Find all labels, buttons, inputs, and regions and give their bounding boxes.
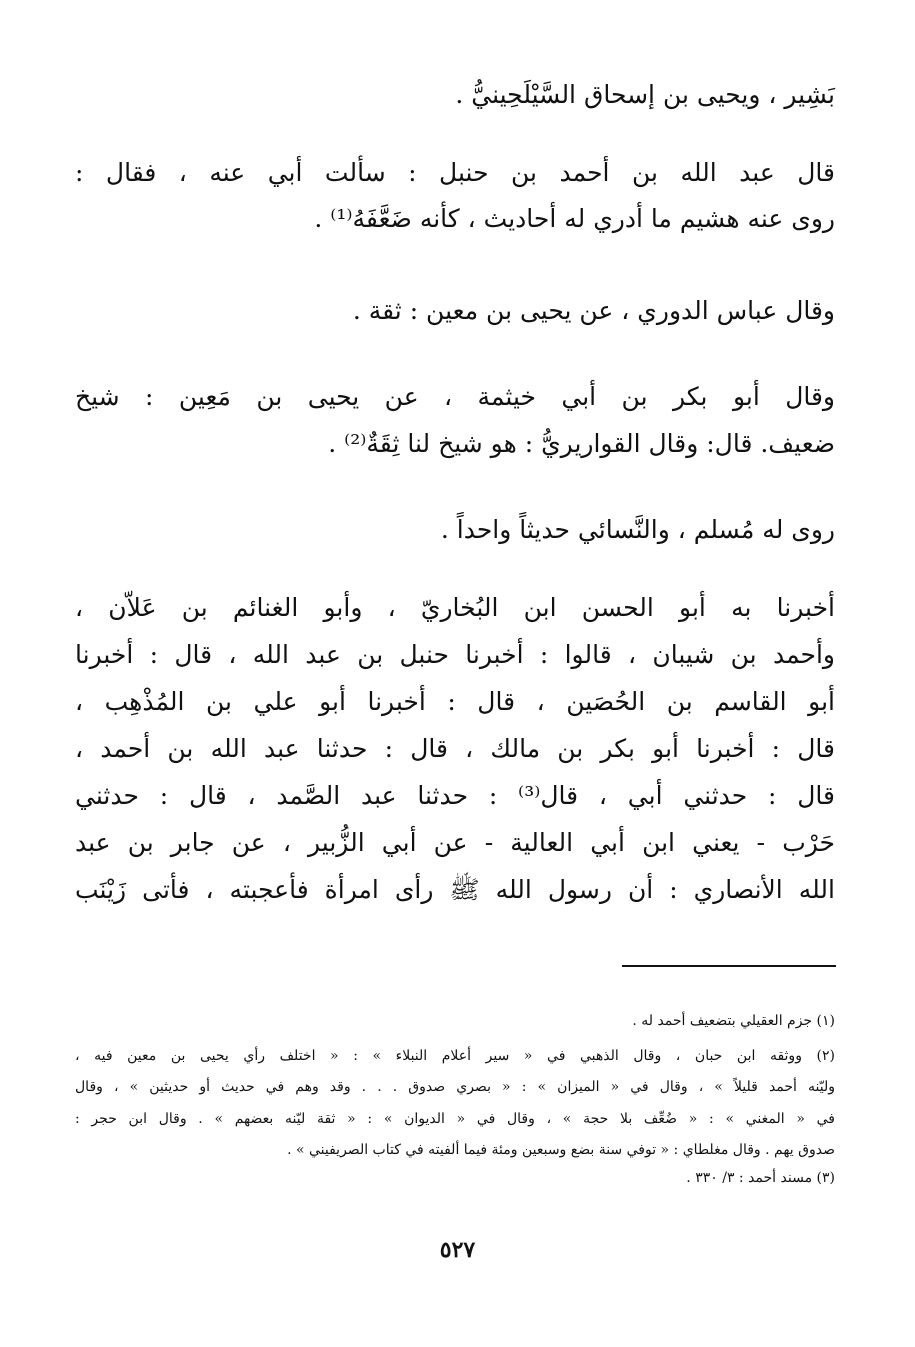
body-line-isnad-2: وأحمد بن شيبان ، قالوا : أخبرنا حنبل بن عبد الله ، قال : أخبرنا (75, 640, 835, 669)
footnote-3: (٣) مسند أحمد : ٣/ ٣٣٠ . (686, 1170, 835, 1186)
page-number: ٥٢٧ (439, 1237, 476, 1263)
footnote-1: (١) جزم العقيلي بتضعيف أحمد له . (632, 1013, 835, 1029)
body-line-isnad-4: قال : أخبرنا أبو بكر بن مالك ، قال : حدثنا عبد الله بن أحمد ، (75, 734, 835, 763)
body-line-continuation: بَشِير ، ويحيى بن إسحاق السَّيْلَحِينيُّ . (455, 80, 835, 109)
body-line-abubakr-1: وقال أبو بكر بن أبي خيثمة ، عن يحيى بن مَعِين : شيخ (75, 382, 835, 411)
body-line-abbas: وقال عباس الدوري ، عن يحيى بن معين : ثقة . (352, 296, 835, 325)
body-line-abdullah-1: قال عبد الله بن أحمد بن حنبل : سألت أبي عنه ، فقال : (75, 158, 835, 187)
footnote-2-line-4: صدوق يهم . وقال مغلطاي : « توفي سنة بضع وسبعين ومئة فيما ألفيته في كتاب الصريفيني » . (287, 1142, 835, 1158)
body-line-isnad-6: حَرْب - يعني ابن أبي العالية - عن أبي الزُّبير ، عن جابر بن عبد (75, 828, 835, 857)
body-line-isnad-5: قال : حدثني أبي ، قال⁽³⁾ : حدثنا عبد الصَّمد ، قال : حدثني (75, 781, 835, 810)
body-line-abdullah-2: روى عنه هشيم ما أدري له أحاديث ، كأنه ضَعَّفَهُ⁽¹⁾ . (314, 204, 835, 233)
footnote-2-line-1: (٢) ووثقه ابن حبان ، وقال الذهبي في « سير أعلام النبلاء » : « اختلف رأي يحيى بن معين فيه ، (75, 1048, 835, 1064)
footnote-separator (622, 965, 836, 967)
body-line-rawa-lahu: روى له مُسلم ، والنَّسائي حديثاً واحداً . (440, 515, 835, 544)
body-line-isnad-3: أبو القاسم بن الحُصَين ، قال : أخبرنا أبو علي بن المُذْهِب ، (75, 687, 835, 716)
body-line-isnad-7: الله الأنصاري : أن رسول الله ﷺ رأى امرأة فأعجبته ، فأتى زَيْنَب (75, 875, 835, 904)
footnote-2-line-2: وليّنه أحمد قليلاً » ، وقال في « الميزان » : « بصري صدوق . . . وقد وهم في حديث أو حديثين » ، وقال (75, 1079, 835, 1095)
body-line-abubakr-2: ضعيف. قال: وقال القواريريُّ : هو شيخ لنا ثِقَةٌ⁽²⁾ . (328, 429, 835, 458)
body-line-isnad-1: أخبرنا به أبو الحسن ابن البُخاريّ ، وأبو الغنائم بن عَلاّن ، (75, 593, 835, 622)
footnote-2-line-3: في « المغني » : « ضُعِّف بلا حجة » ، وقال في « الديوان » : « ثقة ليّنه بعضهم » . وقال ابن حجر : (75, 1111, 835, 1127)
